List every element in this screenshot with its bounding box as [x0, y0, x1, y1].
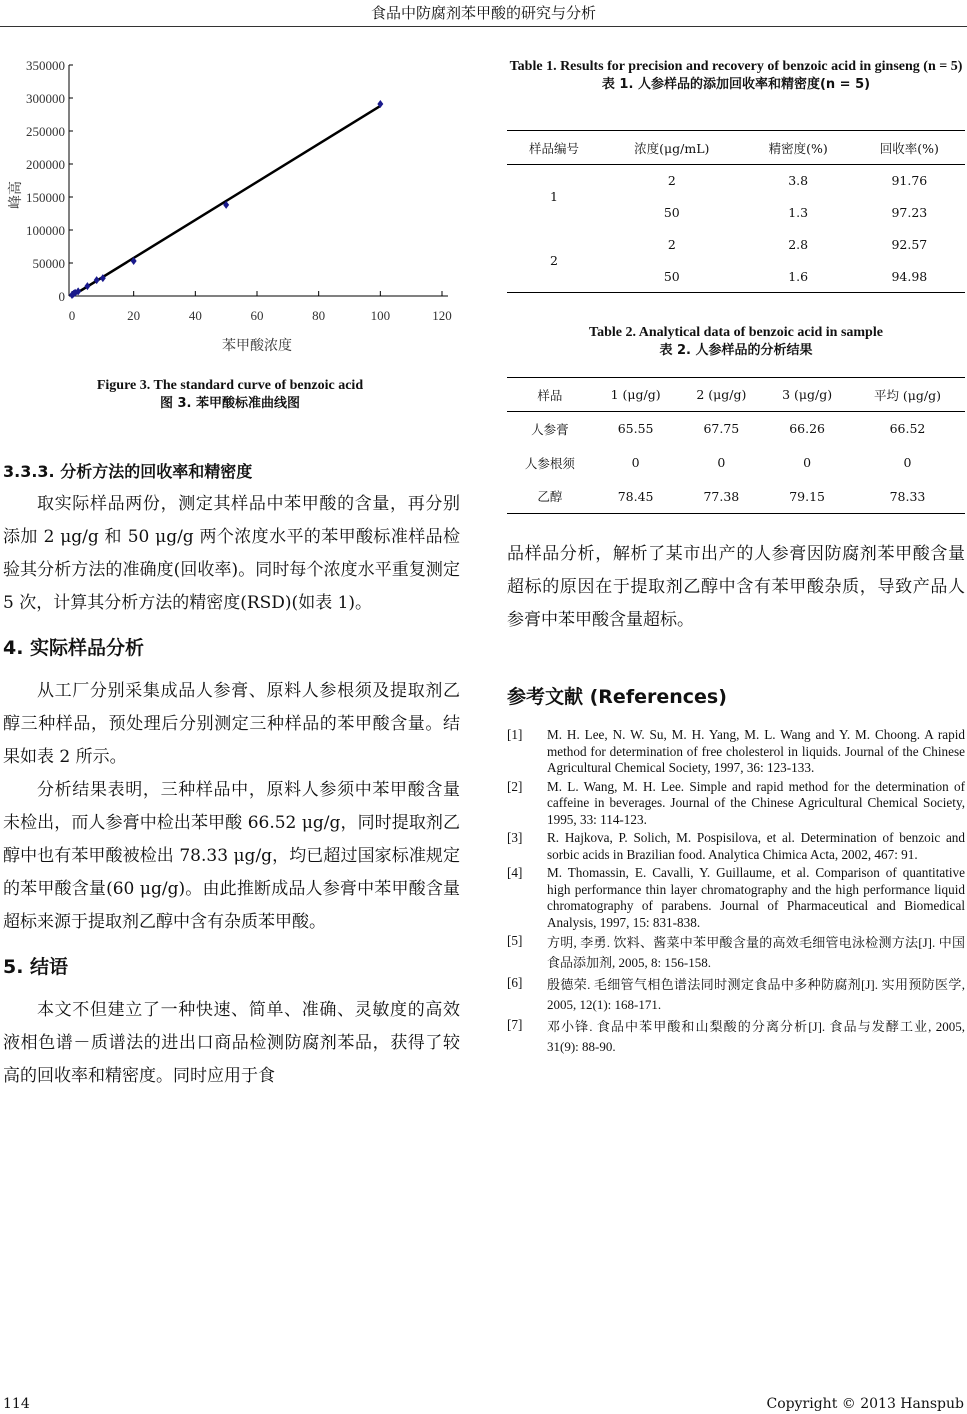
table-cell: 2.8 — [788, 237, 809, 252]
reference-text: M. Thomassin, E. Cavalli, Y. Guillaume, et al. Comparison of quantitative high performance thin layer chromatography and the high performance liquid chromatography of parabens. Journal of Pharmaceutical and Biomedical Analysis, 1997, 15: 831-838. — [547, 865, 965, 930]
table-cell: 79.15 — [789, 488, 825, 504]
reference-text: R. Hajkova, P. Solich, M. Pospisilova, et al. Determination of benzoic and sorbic acids in Brazilian food. Analytica Chimica Acta, 2002, 467: 91. — [547, 830, 965, 862]
table2-caption-en: Table 2. Analytical data of benzoic acid in sample — [589, 325, 883, 340]
right-paragraph: 品样品分析，解析了某市出产的人参膏因防腐剂苯甲酸含量超标的原因在于提取剂乙醇中含有苯甲酸杂质，导致产品人参膏中苯甲酸含量超标。 — [507, 544, 965, 630]
x-tick-label: 40 — [188, 308, 202, 323]
table-cell: 1.3 — [788, 205, 809, 220]
table-cell: 3.8 — [788, 173, 809, 189]
table-cell: 97.23 — [891, 205, 928, 220]
x-tick-label: 100 — [370, 308, 391, 323]
table-cell: 91.76 — [891, 173, 928, 189]
y-tick-label: 150000 — [26, 190, 65, 205]
sample-id: 2 — [550, 252, 558, 268]
table-cell: 78.33 — [889, 488, 926, 504]
table1-caption — [505, 58, 967, 94]
page-number: 114 — [3, 1396, 30, 1412]
section-5-heading: 5. 结语 — [3, 956, 69, 978]
header-rule — [0, 26, 967, 27]
table-cell: 0 — [903, 455, 912, 470]
y-axis-label: 峰高 — [8, 181, 24, 209]
y-tick-label: 50000 — [32, 256, 65, 271]
table1-header: 浓度(μg/mL) — [634, 140, 710, 156]
table-row — [507, 229, 965, 261]
table-cell: 66.52 — [889, 421, 926, 437]
table2-header: 平均 (μg/g) — [873, 387, 942, 403]
paragraph: 本文不但建立了一种快速、简单、准确、灵敏度的高效液相色谱－质谱法的进出口商品检测防腐剂苯品，获得了较高的回收率和精密度。同时应用于食 — [3, 1000, 460, 1086]
table-row — [507, 412, 965, 446]
table-row — [507, 165, 965, 197]
y-tick-label: 100000 — [26, 223, 65, 238]
reference-number: [3] — [507, 830, 523, 845]
table-cell: 50 — [663, 268, 680, 284]
x-tick-label: 80 — [312, 308, 326, 323]
reference-text: 殷德荣. 毛细管气相色谱法同时测定食品中多种防腐剂[J]. 实用预防医学, 2005, 12(1): 168-171. — [547, 977, 965, 1012]
table-cell: 77.38 — [703, 488, 740, 504]
table-cell: 乙醇 — [537, 489, 563, 505]
figure3-caption — [0, 377, 460, 413]
table-cell: 2 — [667, 237, 676, 252]
reference-item — [507, 779, 965, 829]
references-heading: 参考文献 (References) — [507, 686, 727, 708]
table-cell: 67.75 — [703, 421, 740, 437]
y-tick-label: 350000 — [26, 58, 65, 73]
table1 — [507, 130, 965, 293]
running-header: 食品中防腐剂苯甲酸的研究与分析 — [370, 4, 596, 22]
x-tick-label: 60 — [250, 308, 264, 323]
x-axis-label: 苯甲酸浓度 — [222, 338, 292, 354]
section-4-heading: 4. 实际样品分析 — [3, 637, 145, 659]
reference-number: [4] — [507, 865, 523, 880]
table-cell: 0 — [717, 455, 726, 470]
y-tick-label: 0 — [58, 289, 65, 304]
reference-number: [1] — [507, 727, 523, 742]
paragraph: 取实际样品两份，测定其样品中苯甲酸的含量，再分别添加 2 μg/g 和 50 μg/g 两个浓度水平的苯甲酸标准样品检验其分析方法的准确度(回收率)。同时每个浓度水平重复测定 5 次，计算其分析方法的精密度(RSD)(如表 1)。 — [3, 494, 460, 613]
reference-item — [507, 1017, 965, 1057]
y-tick-label: 200000 — [26, 157, 65, 172]
reference-number: [6] — [507, 975, 523, 990]
table-cell: 92.57 — [891, 237, 928, 252]
y-tick-label: 250000 — [26, 124, 65, 139]
table-cell: 人参膏 — [531, 421, 569, 437]
references-list — [507, 727, 965, 1059]
table2 — [507, 377, 965, 514]
table2-header: 3 (μg/g) — [782, 387, 833, 402]
table2-header: 1 (μg/g) — [610, 387, 661, 402]
reference-text: M. L. Wang, M. H. Lee. Simple and rapid method for the determination of caffeine in beverages. Journal of the Chinese Agricultural Chemical Society, 1995, 33: 114-123. — [547, 778, 965, 827]
table1-header: 样品编号 — [529, 140, 580, 156]
paragraph: 分析结果表明，三种样品中，原料人参须中苯甲酸含量未检出，而人参膏中检出苯甲酸 66.52 μg/g，同时提取剂乙醇中也有苯甲酸被检出 78.33 μg/g，均已超过国家标准规定的苯甲酸含量(60 μg/g)。由此推断成品人参膏中苯甲酸含量超标来源于提取剂乙醇中含有杂质苯甲酸。 — [3, 780, 460, 932]
reference-item — [507, 975, 965, 1015]
reference-number: [7] — [507, 1017, 523, 1032]
paragraph: 从工厂分别采集成品人参膏、原料人参根须及提取剂乙醇三种样品，预处理后分别测定三种样品的苯甲酸含量。结果如表 2 所示。 — [3, 681, 460, 767]
table2-caption — [505, 324, 967, 360]
section-3-3-3-heading: 3.3.3. 分析方法的回收率和精密度 — [3, 462, 253, 481]
reference-item — [507, 865, 965, 931]
reference-number: [2] — [507, 778, 523, 794]
sample-id: 1 — [550, 189, 558, 205]
reference-number: [5] — [507, 933, 523, 948]
table1-caption-en: Table 1. Results for precision and recovery of benzoic acid in ginseng (n = 5) — [509, 59, 963, 74]
reference-item — [507, 727, 965, 777]
reference-text: 方明, 李勇. 饮料、酱菜中苯甲酸含量的高效毛细管电泳检测方法[J]. 中国食品添加剂, 2005, 8: 156-158. — [547, 935, 965, 970]
table-cell: 0 — [631, 455, 640, 470]
table-cell: 78.45 — [617, 488, 654, 504]
standard-curve-chart — [0, 50, 470, 360]
table-cell: 0 — [803, 455, 812, 470]
reference-item — [507, 933, 965, 973]
x-tick-label: 20 — [127, 308, 141, 323]
table1-header: 回收率(%) — [879, 140, 939, 156]
table-row — [507, 480, 965, 514]
table-row — [507, 446, 965, 480]
table-cell: 65.55 — [617, 421, 654, 437]
table-cell: 66.26 — [789, 421, 825, 437]
y-tick-label: 300000 — [26, 91, 65, 106]
reference-item — [507, 830, 965, 863]
table-cell: 1.6 — [788, 268, 809, 284]
reference-text: 邓小锋. 食品中苯甲酸和山梨酸的分离分析[J]. 食品与发酵工业, 2005, 31(9): 88-90. — [547, 1019, 965, 1054]
table1-caption-zh: 表 1. 人参样品的添加回收率和精密度(n = 5) — [601, 77, 871, 92]
x-tick-label: 120 — [432, 308, 452, 323]
table2-caption-zh: 表 2. 人参样品的分析结果 — [659, 343, 813, 358]
figure3-caption-en: Figure 3. The standard curve of benzoic acid — [96, 378, 364, 393]
left-column — [3, 455, 460, 1093]
table1-header: 精密度(%) — [768, 140, 828, 156]
table-cell: 人参根须 — [524, 455, 575, 471]
table-cell: 2 — [667, 173, 676, 189]
figure3-caption-zh: 图 3. 苯甲酸标准曲线图 — [159, 396, 301, 411]
copyright: Copyright © 2013 Hanspub — [766, 1396, 964, 1412]
x-tick-label: 0 — [68, 308, 76, 323]
table-cell: 50 — [663, 205, 680, 220]
table2-header: 2 (μg/g) — [696, 387, 747, 402]
reference-text: M. H. Lee, N. W. Su, M. H. Yang, M. L. Wang and Y. M. Choong. A rapid method for determination of free cholesterol in liquids. Journal of the Chinese Agricultural Chemical Society, 1997, 36: 123-133. — [547, 727, 965, 775]
table-cell: 94.98 — [891, 268, 928, 284]
table2-header: 样品 — [537, 387, 563, 403]
